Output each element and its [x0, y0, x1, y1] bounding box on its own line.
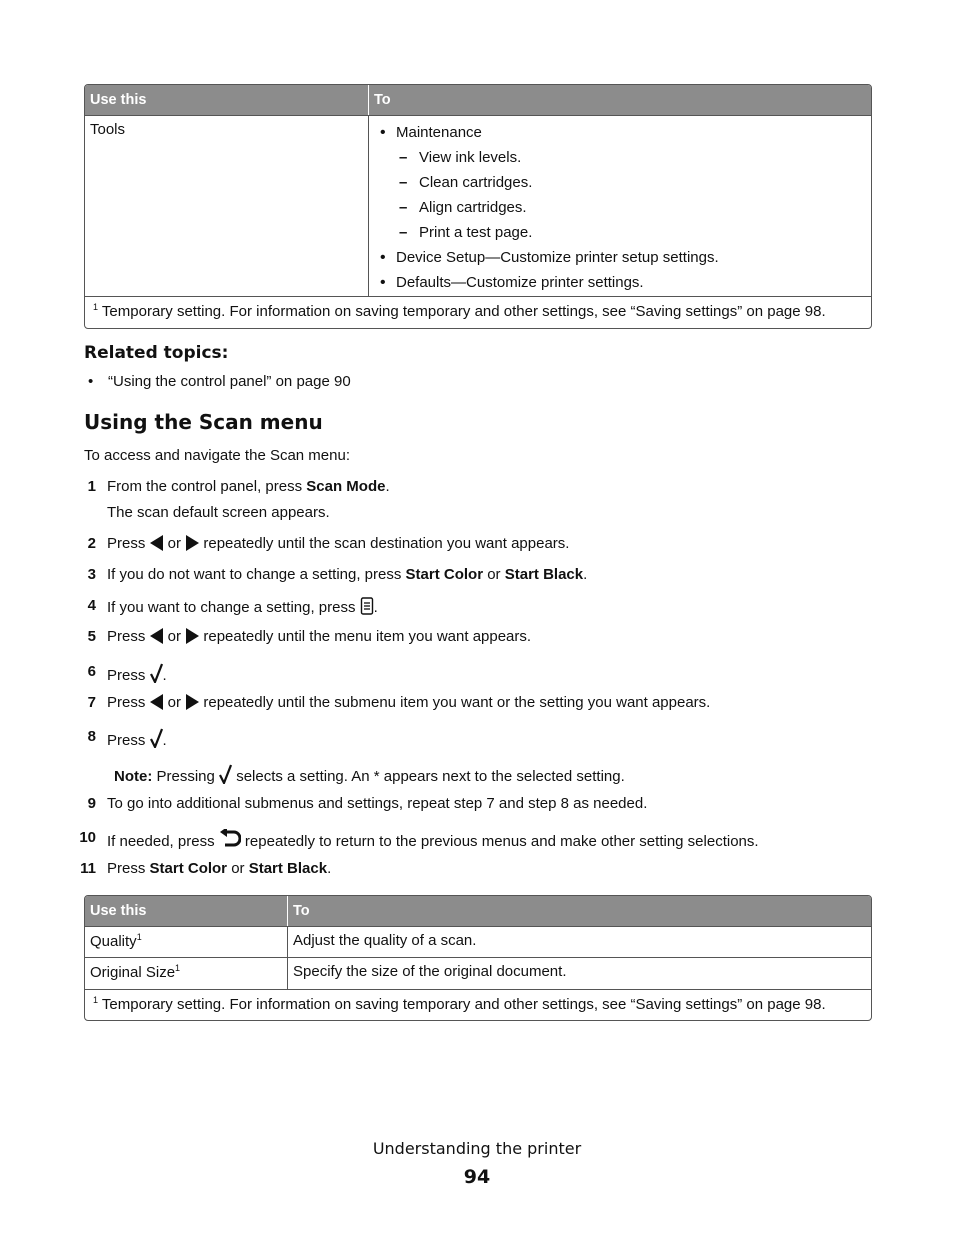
page-number: 94 — [463, 1166, 491, 1188]
tools-table — [84, 84, 872, 329]
step-text: Press — [107, 628, 150, 645]
step-number: 10 — [79, 829, 96, 846]
or-text: or — [163, 694, 186, 711]
or-text: or — [483, 566, 505, 583]
footnote-mark: 1 — [175, 963, 181, 973]
row-label — [85, 927, 287, 957]
step-text: If needed, press — [107, 833, 219, 850]
list-item — [374, 220, 866, 245]
menu-icon — [360, 597, 374, 615]
col-header-to: To — [287, 896, 871, 926]
table-header — [85, 896, 871, 926]
step-number: 3 — [87, 566, 96, 583]
note-text: Pressing — [152, 768, 220, 785]
check-icon — [150, 728, 163, 748]
right-arrow-icon — [185, 535, 199, 551]
row-label — [85, 958, 287, 989]
footnote-mark: 1 — [93, 302, 99, 312]
or-text: or — [163, 535, 186, 552]
related-topics-heading: Related topics: — [84, 343, 229, 363]
list-item — [374, 245, 866, 270]
related-link[interactable]: “Using the control panel” on page 90 — [108, 373, 351, 390]
period: . — [327, 860, 332, 877]
row-description: Specify the size of the original document. — [287, 958, 871, 989]
step-number: 7 — [87, 694, 96, 711]
step-text: repeatedly until the menu item you want appears. — [199, 628, 532, 645]
start-black-label: Start Black — [248, 860, 328, 877]
note-text: selects a setting. An * appears next to the selected setting. — [232, 768, 625, 785]
check-icon — [150, 663, 163, 683]
left-arrow-icon — [150, 628, 164, 644]
step-1-result: The scan default screen appears. — [107, 504, 330, 521]
col-header-use-this: Use this — [90, 92, 147, 108]
right-arrow-icon — [185, 628, 199, 644]
period: . — [162, 667, 167, 684]
check-icon — [219, 764, 232, 784]
bullet-device-setup: Device Setup—Customize printer setup settings. — [396, 249, 719, 266]
or-text: or — [227, 860, 249, 877]
step-text: If you do not want to change a setting, press — [107, 566, 406, 583]
section-title: Using the Scan menu — [84, 410, 323, 434]
or-text: or — [163, 628, 186, 645]
step-text: Press — [107, 694, 150, 711]
table-header — [85, 85, 871, 115]
step-text: repeatedly to return to the previous menus and make other setting selections. — [240, 833, 759, 850]
period: . — [583, 566, 588, 583]
left-arrow-icon — [150, 694, 164, 710]
step-text: Press — [107, 860, 150, 877]
row-label-text: Quality — [90, 933, 137, 950]
list-item — [374, 145, 866, 170]
note — [114, 764, 625, 785]
footer-chapter-title: Understanding the printer — [372, 1139, 582, 1158]
period: . — [162, 732, 167, 749]
bullet-icon: • — [88, 373, 94, 390]
sub-item: Print a test page. — [419, 224, 533, 241]
col-header-to: To — [368, 85, 871, 115]
related-topic-item[interactable] — [88, 373, 351, 390]
list-item — [374, 120, 866, 145]
footnote-mark: 1 — [93, 995, 99, 1005]
period: . — [373, 599, 378, 616]
row-label-tools: Tools — [90, 121, 126, 138]
note-label: Note: — [114, 768, 153, 785]
step-text: If you want to change a setting, press — [107, 599, 360, 616]
step-number: 1 — [87, 478, 96, 495]
start-color-label: Start Color — [149, 860, 228, 877]
list-item — [374, 170, 866, 195]
sub-item: Align cartridges. — [419, 199, 527, 216]
step-number: 5 — [87, 628, 96, 645]
start-black-label: Start Black — [504, 566, 584, 583]
step-text: To go into additional submenus and settings, repeat step 7 and step 8 as needed. — [107, 795, 648, 812]
table-row — [85, 957, 871, 989]
sub-item: View ink levels. — [419, 149, 522, 166]
footnote-mark: 1 — [136, 932, 142, 942]
table-footnote — [85, 989, 871, 1019]
bullet-maintenance: Maintenance — [396, 124, 482, 141]
step-number: 6 — [87, 663, 96, 680]
start-color-label: Start Color — [405, 566, 484, 583]
footnote-text: Temporary setting. For information on saving temporary and other settings, see “Saving settings” on page 98. — [101, 996, 826, 1013]
section-intro: To access and navigate the Scan menu: — [84, 447, 351, 464]
scan-mode-label: Scan Mode — [306, 478, 386, 495]
col-header-use-this: Use this — [90, 903, 147, 919]
table-footnote — [85, 296, 871, 326]
footnote-text: Temporary setting. For information on saving temporary and other settings, see “Saving settings” on page 98. — [101, 303, 826, 320]
list-item — [374, 270, 866, 295]
table-row — [85, 926, 871, 957]
period: . — [385, 478, 390, 495]
row-description: Adjust the quality of a scan. — [287, 927, 871, 957]
step-number: 4 — [87, 597, 96, 614]
step-text: repeatedly until the scan destination you want appears. — [199, 535, 570, 552]
step-number: 8 — [87, 728, 96, 745]
row-label-text: Original Size — [90, 964, 176, 981]
step-text: repeatedly until the submenu item you want or the setting you want appears. — [199, 694, 711, 711]
step-text: Press — [107, 667, 150, 684]
left-arrow-icon — [150, 535, 164, 551]
list-item — [374, 195, 866, 220]
row-description — [368, 116, 871, 296]
table-row — [85, 115, 871, 296]
scan-menu-table — [84, 895, 872, 1021]
sub-item: Clean cartridges. — [419, 174, 533, 191]
bullet-defaults: Defaults—Customize printer settings. — [396, 274, 644, 291]
step-number: 2 — [87, 535, 96, 552]
step-text: From the control panel, press — [107, 478, 307, 495]
step-number: 9 — [87, 795, 96, 812]
right-arrow-icon — [185, 694, 199, 710]
step-text: Press — [107, 732, 150, 749]
back-icon — [219, 829, 241, 849]
step-text: Press — [107, 535, 150, 552]
step-number: 11 — [80, 860, 96, 877]
